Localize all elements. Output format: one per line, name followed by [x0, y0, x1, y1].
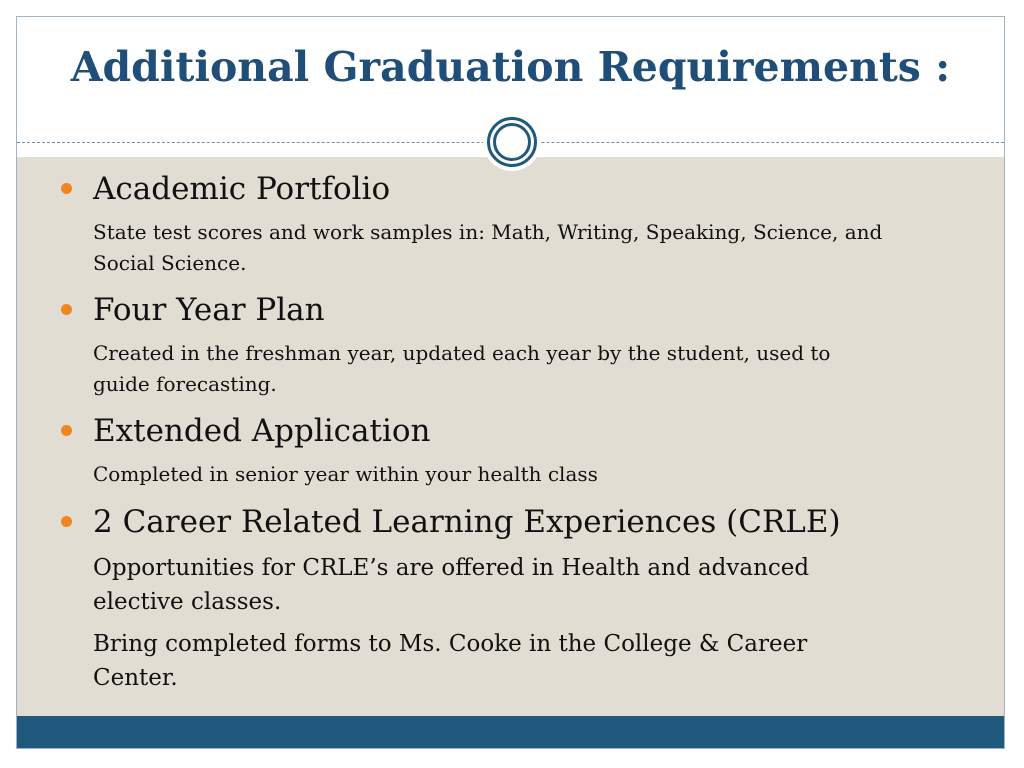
bullet-subtext: Completed in senior year within your health class — [93, 462, 598, 486]
content-area — [17, 157, 1004, 716]
bullet-dot-icon — [61, 183, 72, 194]
slide-title: Additional Graduation Requirements : — [70, 43, 951, 91]
bullet-heading: Academic Portfolio — [93, 171, 391, 207]
bullet-dot-icon — [61, 516, 72, 527]
bullet-subtext: Bring completed forms to Ms. Cooke in the College & Career Center. — [93, 631, 808, 691]
bullet-dot-icon — [61, 425, 72, 436]
bullet-heading: Extended Application — [93, 413, 431, 449]
decorative-inner-ring-icon — [493, 123, 531, 161]
bullet-heading: Four Year Plan — [93, 292, 325, 328]
footer-bar — [17, 716, 1004, 749]
bullet-heading: 2 Career Related Learning Experiences (CRLE) — [93, 504, 841, 540]
bullet-subtext: Created in the freshman year, updated each year by the student, used to guide forecasting. — [93, 341, 831, 396]
bullet-dot-icon — [61, 304, 72, 315]
bullet-subtext: State test scores and work samples in: Math, Writing, Speaking, Science, and Social Science. — [93, 220, 883, 275]
slide — [16, 16, 1005, 749]
bullet-subtext: Opportunities for CRLE’s are offered in Health and advanced elective classes. — [93, 555, 810, 615]
